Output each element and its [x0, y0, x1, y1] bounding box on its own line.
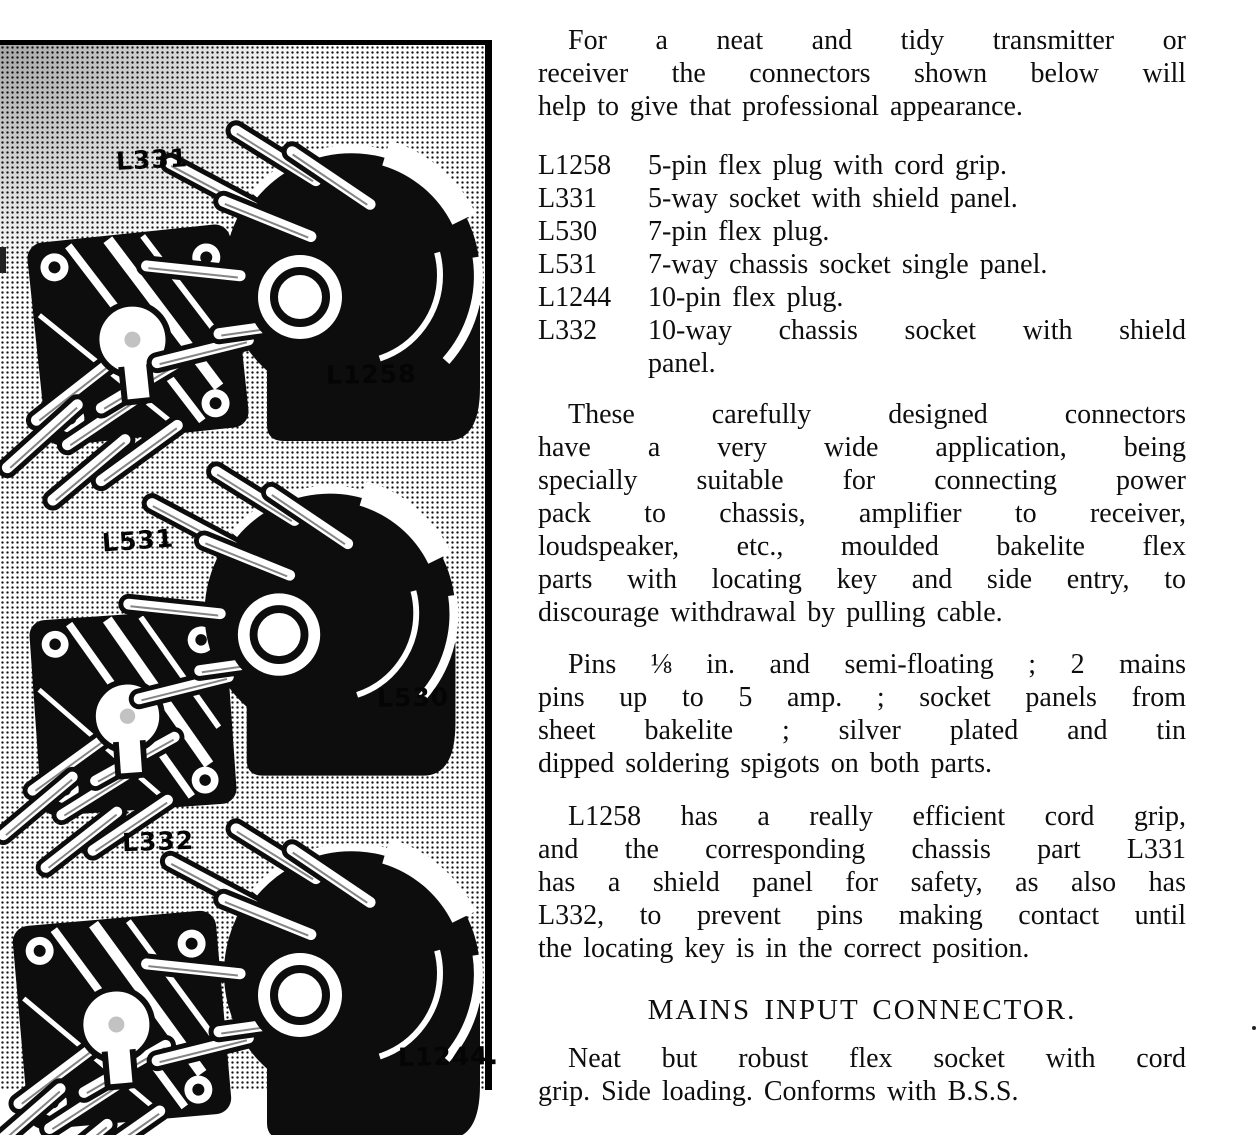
text-line: grip. Side loading. Conforms with B.S.S. — [538, 1076, 1019, 1107]
product-code: L530 — [538, 216, 598, 247]
product-description-line: 10-way chassis socket with shield — [648, 315, 1186, 346]
text-line: Neat but robust flex socket with cord — [568, 1043, 1186, 1074]
product-row — [538, 248, 1186, 281]
text-line: parts with locating key and side entry, to — [538, 564, 1186, 595]
text-line: Pins ⅛ in. and semi-floating ; 2 mains — [568, 649, 1186, 680]
text-line: These carefully designed connectors — [568, 399, 1186, 430]
product-list — [538, 149, 1186, 380]
figure-label-L530: L530 — [376, 682, 450, 713]
text-line: L332, to prevent pins making contact until — [538, 900, 1186, 931]
product-code: L332 — [538, 315, 598, 346]
figure-label-L331: L331 — [115, 143, 189, 176]
text-line: pack to chassis, amplifier to receiver, — [538, 498, 1186, 529]
product-description: 10-pin flex plug. — [648, 282, 844, 313]
text-line: discourage withdrawal by pulling cable. — [538, 597, 1003, 628]
text-line: pins up to 5 amp. ; socket panels from — [538, 682, 1186, 713]
text-line: the locating key is in the correct position. — [538, 933, 1030, 964]
text-line: specially suitable for connecting power — [538, 465, 1186, 496]
socket-drawing-L531 — [0, 607, 242, 881]
text-line: L1258 has a really efficient cord grip, — [568, 801, 1186, 832]
product-row — [538, 149, 1186, 182]
product-description — [648, 314, 1186, 380]
figure-label-L1244: L1244. — [397, 1041, 500, 1072]
intro-paragraph — [538, 24, 1186, 123]
product-row — [538, 182, 1186, 215]
text-line: receiver the connectors shown below will — [538, 58, 1186, 89]
product-description: 7-way chassis socket single panel. — [648, 249, 1048, 280]
product-description: 7-pin flex plug. — [648, 216, 830, 247]
product-description: 5-pin flex plug with cord grip. — [648, 150, 1008, 181]
socket-drawing-L332 — [0, 909, 238, 1135]
figure-label-L1258: L1258 — [325, 359, 417, 390]
cord-grip-paragraph — [538, 800, 1186, 965]
scan-speck — [0, 247, 6, 273]
product-code: L1244 — [538, 282, 612, 313]
product-row — [538, 215, 1186, 248]
product-row — [538, 314, 1186, 380]
article-text-column — [538, 24, 1186, 1127]
text-line: dipped soldering spigots on both parts. — [538, 748, 992, 779]
product-code: L531 — [538, 249, 598, 280]
scan-speck — [1252, 1026, 1256, 1030]
product-row — [538, 281, 1186, 314]
pins-spec-paragraph — [538, 648, 1186, 780]
text-line: and the corresponding chassis part L331 — [538, 834, 1186, 865]
product-code: L331 — [538, 183, 598, 214]
figure-label-L332: L332 — [121, 825, 195, 858]
product-description: 5-way socket with shield panel. — [648, 183, 1018, 214]
text-line: help to give that professional appearance. — [538, 91, 1023, 122]
text-line: has a shield panel for safety, as also has — [538, 867, 1186, 898]
text-line: have a very wide application, being — [538, 432, 1186, 463]
mains-input-connector-heading: MAINS INPUT CONNECTOR. — [647, 994, 1077, 1026]
product-description-line: panel. — [648, 348, 716, 379]
connector-figure-panel — [0, 40, 492, 1090]
product-code: L1258 — [538, 150, 612, 181]
connectors-illustration — [0, 90, 485, 1135]
figure-label-L531: L531 — [101, 523, 176, 558]
text-line: For a neat and tidy transmitter or — [568, 25, 1186, 56]
design-paragraph — [538, 398, 1186, 629]
text-line: loudspeaker, etc., moulded bakelite flex — [538, 531, 1186, 562]
text-line: sheet bakelite ; silver plated and tin — [538, 715, 1186, 746]
mains-paragraph — [538, 1042, 1186, 1108]
